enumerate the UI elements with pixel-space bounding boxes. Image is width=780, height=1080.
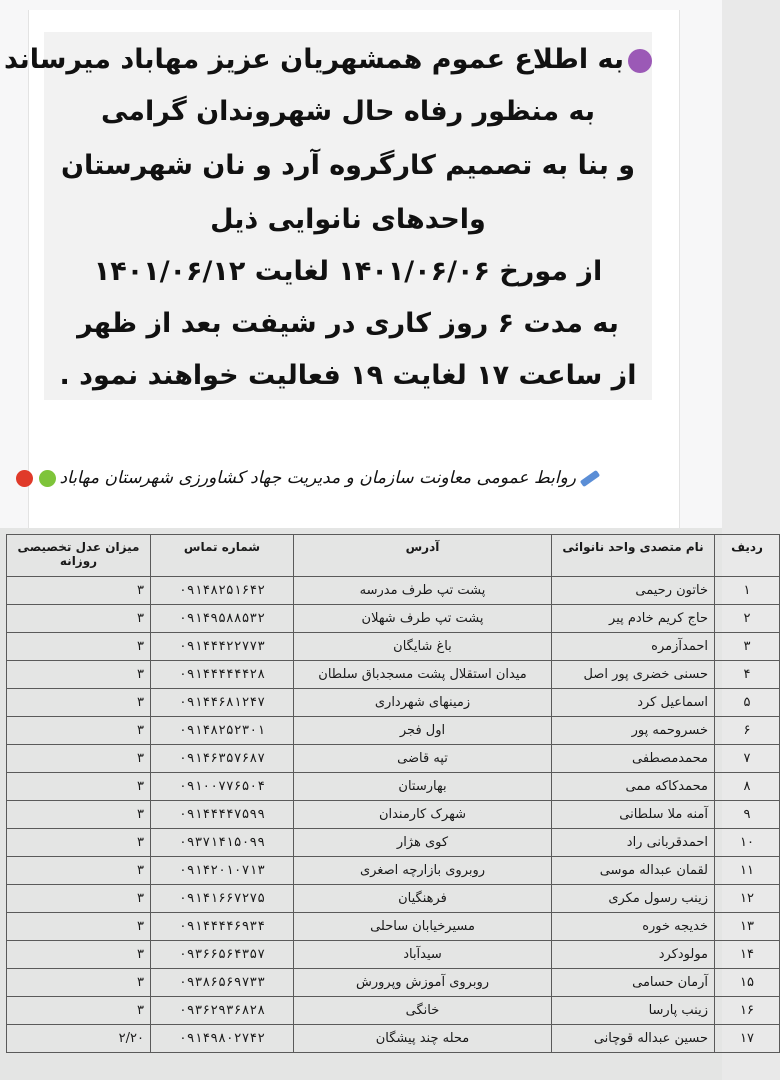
table-row	[7, 969, 780, 997]
signature-line	[59, 468, 600, 488]
cell-allocation: ۳	[7, 689, 151, 717]
cell-name: حاج کریم خادم پیر	[552, 605, 715, 633]
cell-name: آرمان حسامی	[552, 969, 715, 997]
cell-index: ۴	[715, 661, 780, 689]
cell-index: ۱	[715, 577, 780, 605]
cell-name: خاتون رحیمی	[552, 577, 715, 605]
notice-line-7: از ساعت ۱۷ لغایت ۱۹ فعالیت خواهند نمود .	[59, 360, 637, 391]
announcement-area	[0, 0, 722, 528]
cell-address: اول فجر	[294, 717, 552, 745]
cell-name: خسروحمه پور	[552, 717, 715, 745]
table-row	[7, 941, 780, 969]
table-row	[7, 773, 780, 801]
cell-name: حسین عبداله قوچانی	[552, 1025, 715, 1053]
cell-index: ۱۰	[715, 829, 780, 857]
cell-allocation: ۲/۲۰	[7, 1025, 151, 1053]
table-row	[7, 689, 780, 717]
cell-address: محله چند پیشگان	[294, 1025, 552, 1053]
cell-index: ۱۱	[715, 857, 780, 885]
cell-address: روبروی آموزش وپرورش	[294, 969, 552, 997]
table-row	[7, 829, 780, 857]
notice-line-3: و بنا به تصمیم کارگروه آرد و نان شهرستان	[60, 150, 636, 181]
cell-allocation: ۳	[7, 913, 151, 941]
signature-text: روابط عمومی معاونت سازمان و مدیریت جهاد کشاورزی شهرستان مهاباد	[59, 468, 576, 488]
cell-address: میدان استقلال پشت مسجدباق سلطان	[294, 661, 552, 689]
table-row	[7, 605, 780, 633]
cell-name: حسنی خضری پور اصل	[552, 661, 715, 689]
cell-phone: ۰۹۱۴۹۵۸۸۵۳۲	[151, 605, 294, 633]
cell-allocation: ۳	[7, 941, 151, 969]
cell-phone: ۰۹۱۴۱۶۶۷۲۷۵	[151, 885, 294, 913]
cell-allocation: ۳	[7, 577, 151, 605]
table-row	[7, 633, 780, 661]
cell-allocation: ۳	[7, 661, 151, 689]
table-row	[7, 913, 780, 941]
cell-name: خدیجه خوره	[552, 913, 715, 941]
cell-address: بهارستان	[294, 773, 552, 801]
cell-index: ۹	[715, 801, 780, 829]
cell-index: ۱۲	[715, 885, 780, 913]
cell-address: سیدآباد	[294, 941, 552, 969]
cell-index: ۷	[715, 745, 780, 773]
cell-name: محمدمصطفی	[552, 745, 715, 773]
table-row	[7, 997, 780, 1025]
cell-phone: ۰۹۱۴۴۴۴۴۴۲۸	[151, 661, 294, 689]
cell-allocation: ۳	[7, 969, 151, 997]
cell-address: باغ شایگان	[294, 633, 552, 661]
header-allocation: میزان عدل تخصیصی روزانه	[7, 535, 151, 577]
cell-index: ۵	[715, 689, 780, 717]
purple-circle-icon	[628, 49, 652, 73]
cell-address: پشت تپ طرف مدرسه	[294, 577, 552, 605]
cell-name: محمدکاکه ممی	[552, 773, 715, 801]
cell-index: ۳	[715, 633, 780, 661]
bakery-list-sheet	[0, 528, 763, 1080]
table-row	[7, 885, 780, 913]
cell-address: خانگی	[294, 997, 552, 1025]
cell-index: ۱۷	[715, 1025, 780, 1053]
cell-allocation: ۳	[7, 633, 151, 661]
bakery-table	[6, 534, 780, 1053]
green-apple-icon	[39, 470, 56, 487]
cell-allocation: ۳	[7, 773, 151, 801]
table-row	[7, 577, 780, 605]
cell-index: ۱۳	[715, 913, 780, 941]
cell-phone: ۰۹۱۴۴۴۴۶۹۳۴	[151, 913, 294, 941]
table-row	[7, 1025, 780, 1053]
cell-index: ۶	[715, 717, 780, 745]
cell-phone: ۰۹۱۴۲۰۱۰۷۱۳	[151, 857, 294, 885]
cell-allocation: ۳	[7, 997, 151, 1025]
cell-phone: ۰۹۱۴۴۴۲۲۷۷۳	[151, 633, 294, 661]
header-index: ردیف	[715, 535, 780, 577]
notice-line-2: به منظور رفاه حال شهروندان گرامی	[100, 96, 596, 127]
cell-index: ۱۵	[715, 969, 780, 997]
cell-name: آمنه ملا سلطانی	[552, 801, 715, 829]
header-phone: شماره تماس	[151, 535, 294, 577]
cell-phone: ۰۹۱۴۹۸۰۲۷۴۲	[151, 1025, 294, 1053]
notice-line-1: به اطلاع عموم همشهریان عزیز مهاباد میرساند	[44, 40, 652, 80]
cell-phone: ۰۹۳۸۶۵۶۹۷۳۳	[151, 969, 294, 997]
cell-name: مولودکرد	[552, 941, 715, 969]
cell-index: ۱۴	[715, 941, 780, 969]
cell-index: ۱۶	[715, 997, 780, 1025]
notice-line-6: به مدت ۶ روز کاری در شیفت بعد از ظهر	[77, 308, 619, 339]
notice-line-4: واحدهای نانوایی ذیل	[210, 204, 486, 235]
table-row	[7, 661, 780, 689]
cell-name: اسماعیل کرد	[552, 689, 715, 717]
cell-phone: ۰۹۱۴۸۲۵۱۶۴۲	[151, 577, 294, 605]
cell-phone: ۰۹۱۴۶۳۵۷۶۸۷	[151, 745, 294, 773]
cell-address: مسیرخیابان ساحلی	[294, 913, 552, 941]
cell-phone: ۰۹۳۶۶۵۶۴۳۵۷	[151, 941, 294, 969]
cell-name: احمدقربانی راد	[552, 829, 715, 857]
cell-index: ۲	[715, 605, 780, 633]
cell-name: زینب رسول مکری	[552, 885, 715, 913]
cell-name: لقمان عبداله موسی	[552, 857, 715, 885]
table-row	[7, 857, 780, 885]
cell-index: ۸	[715, 773, 780, 801]
cell-address: فرهنگیان	[294, 885, 552, 913]
cell-allocation: ۳	[7, 829, 151, 857]
cell-phone: ۰۹۳۶۲۹۳۶۸۲۸	[151, 997, 294, 1025]
cell-allocation: ۳	[7, 745, 151, 773]
cell-allocation: ۳	[7, 717, 151, 745]
cell-address: شهرک کارمندان	[294, 801, 552, 829]
header-address: آدرس	[294, 535, 552, 577]
cell-phone: ۰۹۱۴۴۴۴۷۵۹۹	[151, 801, 294, 829]
cell-phone: ۰۹۱۴۸۲۵۲۳۰۱	[151, 717, 294, 745]
cell-name: زینب پارسا	[552, 997, 715, 1025]
cell-phone: ۰۹۱۰۰۷۷۶۵۰۴	[151, 773, 294, 801]
table-row	[7, 717, 780, 745]
cell-address: روبروی بازارچه اصغری	[294, 857, 552, 885]
cell-allocation: ۳	[7, 885, 151, 913]
cell-phone: ۰۹۳۷۱۴۱۵۰۹۹	[151, 829, 294, 857]
cell-allocation: ۳	[7, 801, 151, 829]
red-apple-icon	[16, 470, 33, 487]
cell-allocation: ۳	[7, 857, 151, 885]
cell-address: تپه قاضی	[294, 745, 552, 773]
cell-phone: ۰۹۱۴۴۶۸۱۲۴۷	[151, 689, 294, 717]
cell-address: کوی هژار	[294, 829, 552, 857]
header-name: نام متصدی واحد نانوائی	[552, 535, 715, 577]
table-row	[7, 745, 780, 773]
table-header-row	[7, 535, 780, 577]
cell-address: پشت تپ طرف شهلان	[294, 605, 552, 633]
table-row	[7, 801, 780, 829]
notice-line-5: از مورخ ۱۴۰۱/۰۶/۰۶ لغایت ۱۴۰۱/۰۶/۱۲	[93, 256, 603, 287]
cell-address: زمینهای شهرداری	[294, 689, 552, 717]
writing-hand-icon	[580, 470, 600, 487]
cell-name: احمدآزمره	[552, 633, 715, 661]
cell-allocation: ۳	[7, 605, 151, 633]
